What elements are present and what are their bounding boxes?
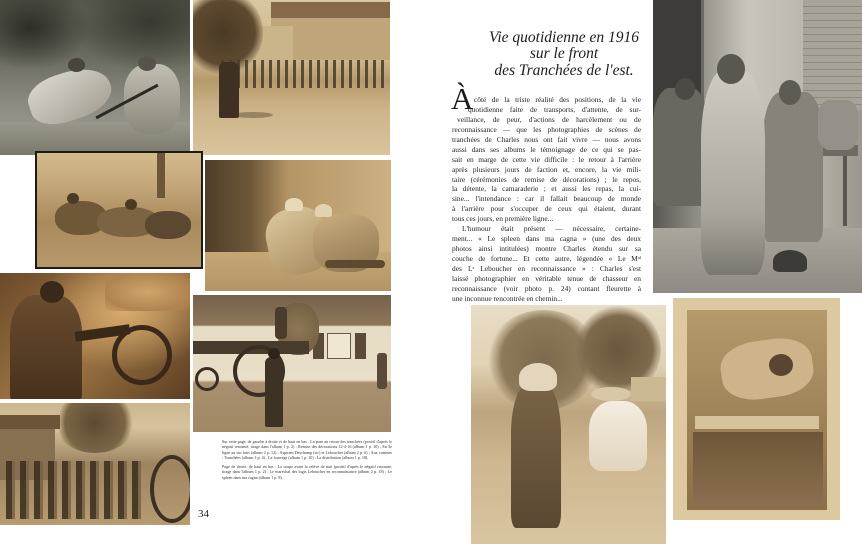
figure-head [125, 199, 137, 210]
body-line [452, 105, 641, 115]
plank [695, 416, 819, 429]
body-line [452, 175, 641, 185]
figure-silhouette [818, 100, 858, 150]
caption-left-page: Sur cette page, de gauche à droite et de haut en bas : La pose au retour des tranchées (positif d'après le négatif retourné, tirage dans l'album 1 p. 2) ; Remise des décorations 12-4-16 (album 1 p. 10) ; En 3e ligne au vin frais (album 2 p. 12) ; Aspirant Deschamp (sic) et Leboucher (album 2 p. 6) ; Aux cuisines : Tranchées (album 1 p. 4) ; Le fourrage (album 1 p. 10) ; La distribution (album 1 p. 18). [222, 439, 392, 460]
body-line [452, 254, 641, 264]
figure-silhouette [265, 357, 283, 427]
window-shutter [355, 333, 366, 359]
wheel [112, 325, 172, 385]
body-text-run: tranchées de Charles nous ont fait vivre — nous avons [452, 134, 641, 144]
photo-helmeted-soldiers [205, 160, 391, 291]
trees [55, 403, 135, 453]
photo-soldiers-resting-woods [0, 0, 190, 155]
soldiers-row [221, 60, 386, 88]
body-text-run: laissé photographier en véritable tenue de chasseur en [452, 273, 641, 283]
photo-soldiers-at-table [653, 0, 862, 293]
figure-head [779, 80, 801, 105]
photo-caption [222, 439, 392, 484]
body-text-run: couche de fortune... Et cette autre, légendée « Le M [452, 254, 638, 263]
body-text-run: Leboucher en reconnaissance » : Charles s'est [474, 263, 641, 273]
body-text-run: reconnaissance (voir photo p. 24) contant fleurette à [452, 283, 641, 293]
tree-trunk [157, 153, 165, 198]
figure-head [268, 348, 280, 359]
body-line [452, 224, 641, 234]
figure-shadow [233, 112, 273, 118]
body-text-run: ment... « Le spleen dans ma cagna » (une des deux [452, 234, 641, 244]
body-line [452, 284, 641, 294]
figure-head [138, 56, 156, 71]
figure-silhouette [145, 211, 191, 239]
photo-soldiers-lying-grass [35, 151, 203, 269]
body-text-run: à l'arrière pour s'occuper de ceux qui étaient, durant [452, 204, 641, 214]
body-text-run: photos ainsi intitulées) montre Charles étendu sur sa [452, 244, 641, 254]
body-text-run: des L [452, 263, 473, 273]
soldiers-group [6, 461, 146, 519]
photo-trench-shelter [673, 298, 840, 520]
photo-soldiers-group-cart [0, 403, 190, 525]
title-line: sur le front [529, 45, 599, 63]
figure-silhouette [377, 353, 387, 389]
body-text [452, 95, 641, 304]
figure-head [769, 354, 793, 376]
caption-right-page: Page de droite, de haut en bas : La soupe avant la relève de nuit (positif d'après le négatif retourné, tirage dans l'album 1 p. 2) ; Le maréchal des logis Leboucher en reconnaissance (album 2 p. 18) ; Le spleen dans ma cagna (album 1 p. 8). [222, 464, 392, 480]
photo-house-cart [193, 295, 391, 432]
figure-silhouette [653, 88, 708, 206]
table-leg [843, 156, 847, 226]
figure-silhouette [763, 92, 823, 242]
body-line [452, 95, 641, 105]
body-text-run: sine... l'intendance : car il fallait beaucoup de monde [452, 194, 641, 204]
body-line [452, 184, 641, 194]
body-text-run: taire (cérémonies de remise de décorations) ; le repos, [452, 174, 641, 184]
roof [0, 415, 60, 429]
body-line [452, 155, 641, 165]
body-line [452, 234, 641, 244]
body-text-run: veillance, de peur, d'actions de harcèlement ou de [457, 114, 641, 124]
helmet [285, 198, 303, 211]
body-line [452, 194, 641, 204]
figure-silhouette [219, 62, 239, 118]
helmet [773, 250, 807, 272]
hat [591, 387, 631, 401]
body-text-run: la détente, la camaraderie ; et aussi les repas, la cui- [452, 184, 641, 194]
body-line [452, 115, 641, 125]
body-text-run: une inconnue rencontrée en chemin... [452, 293, 563, 303]
figure-head [67, 193, 79, 204]
body-line [452, 274, 641, 284]
legs [325, 260, 385, 268]
figure-head [68, 58, 85, 72]
hay [105, 273, 190, 311]
window [327, 333, 351, 359]
title-line: des Tranchées de l'est. [494, 61, 634, 79]
body-text-run: quotidienne faite de transports, d'attente, de sur- [468, 104, 641, 114]
figure-silhouette [589, 401, 647, 471]
superscript: s [472, 264, 475, 270]
body-line [452, 264, 641, 274]
figure-silhouette [275, 307, 287, 339]
body-line [452, 165, 641, 175]
body-line [452, 214, 641, 224]
body-text-run: reconnaissance — que les photographies de scènes de [452, 124, 641, 134]
trench-wall [693, 432, 823, 506]
body-line [452, 204, 641, 214]
wheel [150, 455, 190, 523]
figure-silhouette [10, 295, 82, 399]
figure-head [675, 78, 695, 100]
building [631, 377, 666, 401]
helmet [519, 363, 557, 391]
photo-soldier-with-woman [471, 305, 666, 544]
page-number: 34 [198, 508, 209, 520]
brick-wall [803, 0, 862, 110]
drop-cap: À [451, 81, 474, 116]
figure-head [40, 281, 64, 303]
photo-soldier-cannon [0, 273, 190, 399]
superscript: al [637, 254, 641, 260]
body-line [452, 244, 641, 254]
article-title [478, 30, 650, 79]
photo-troops-village-yard [193, 0, 390, 155]
body-text-run: aussi dans ses albums le témoignage de ce qui se pas- [452, 144, 641, 154]
body-line [452, 135, 641, 145]
wheel [195, 367, 219, 391]
figure-silhouette [511, 383, 561, 528]
body-text-run: tous ces jours, en première ligne... [452, 214, 554, 224]
title-line: Vie quotidienne en 1916 [489, 29, 639, 46]
body-text-run: L'humour était présent — nécessaire, certaine- [462, 224, 641, 234]
body-line [452, 294, 641, 304]
figure-silhouette [701, 70, 765, 275]
figure-head [717, 54, 745, 84]
roof [271, 2, 390, 18]
body-line [452, 145, 641, 155]
body-text-run: après plusieurs jours de faction et, encore, la vie mili- [452, 164, 641, 174]
body-text-run: côté de la triste réalité des positions, de la vie [474, 95, 641, 104]
body-text-run: sait en marge de cette vie difficile : le retour à l'arrière [452, 154, 641, 164]
body-line [452, 125, 641, 135]
helmet [315, 204, 332, 217]
